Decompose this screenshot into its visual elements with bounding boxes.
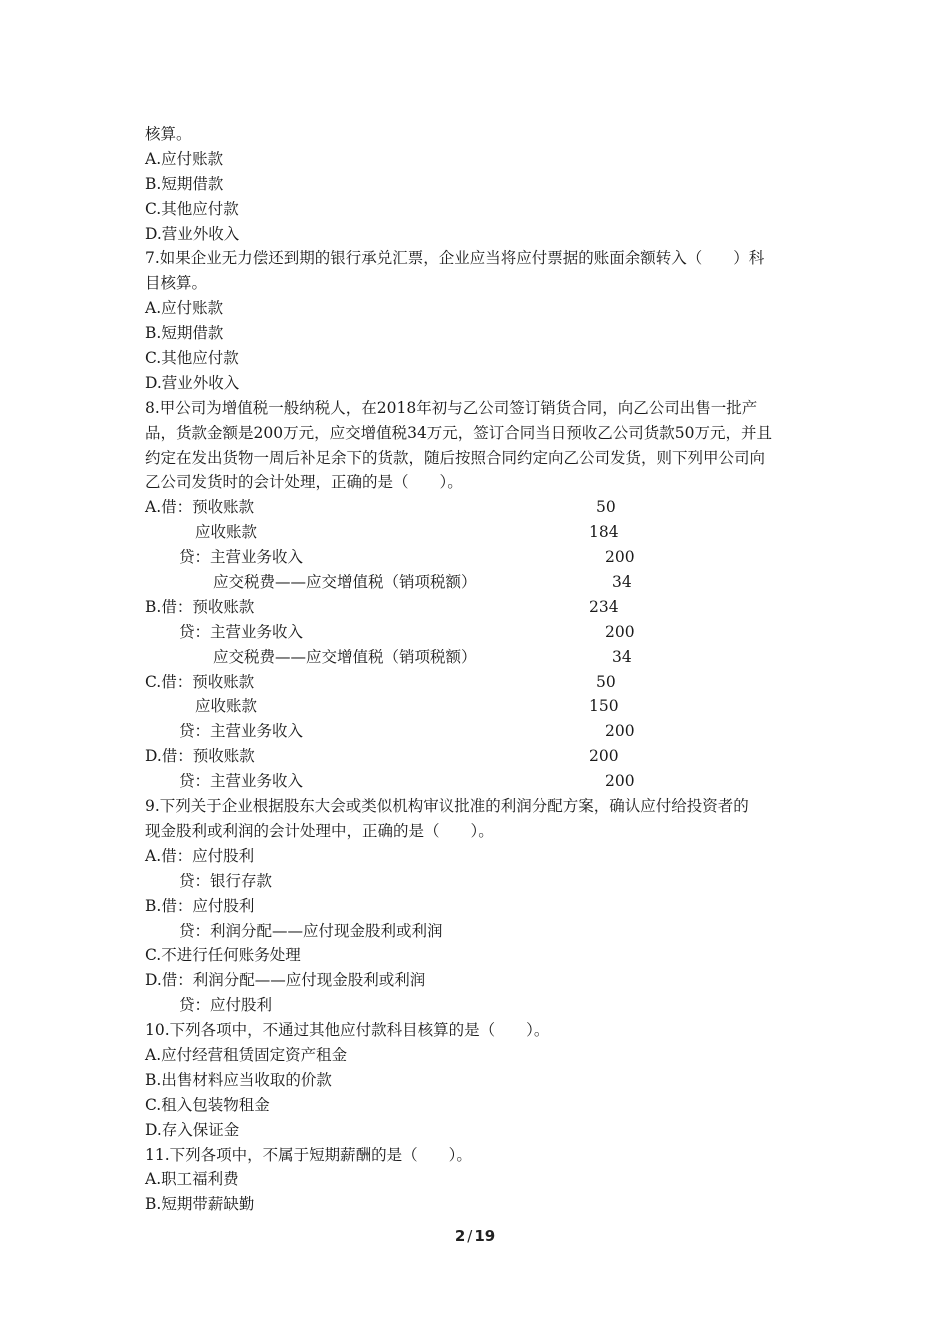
option-d: D.营业外收入: [145, 373, 240, 392]
entry-line: D.借：预收账款 200: [145, 744, 815, 769]
option-b: B.短期借款: [145, 324, 224, 343]
total-pages: 19: [474, 1227, 496, 1245]
page-number: [0, 1227, 950, 1245]
question-8: 8.甲公司为增值税一般纳税人，在2018年初与乙公司签订销货合同，向乙公司出售一批产: [145, 398, 758, 417]
entry-amount: 200: [605, 622, 635, 641]
entry-amount: 150: [589, 697, 619, 716]
option-b: B.短期带薪缺勤: [145, 1195, 255, 1214]
entry-amount: 200: [605, 772, 635, 791]
entry-amount: 200: [605, 722, 635, 741]
entry-line: B.借：预收账款 234: [145, 595, 815, 620]
option-d: D.借：利润分配——应付现金股利或利润: [145, 971, 426, 990]
option-c: C.租入包装物租金: [145, 1095, 270, 1114]
option-a: A.借：应付股利: [145, 846, 255, 865]
option-b: B.借：应付股利: [145, 896, 255, 915]
entry-amount: 234: [589, 597, 619, 616]
entry-line: 应交税费——应交增值税（销项税额） 34: [145, 645, 815, 670]
page-content: [145, 122, 815, 1217]
entry-line: 应交税费——应交增值税（销项税额） 34: [145, 570, 815, 595]
option-a: A.应付账款: [145, 299, 224, 318]
question-10: 10.下列各项中，不通过其他应付款科目核算的是（ ）。: [145, 1021, 550, 1040]
question-9-cont: 现金股利或利润的会计处理中，正确的是（ ）。: [145, 821, 494, 840]
entry-line: 贷：主营业务收入 200: [145, 769, 815, 794]
option-b: B.短期借款: [145, 174, 224, 193]
option-a: A.应付账款: [145, 149, 224, 168]
page-separator: /: [467, 1227, 473, 1245]
entry-amount: 200: [589, 747, 619, 766]
entry-amount: 200: [605, 548, 635, 567]
entry-amount: 34: [612, 647, 632, 666]
entry-line: 应收账款 150: [145, 694, 815, 719]
option-a: A.职工福利费: [145, 1170, 239, 1189]
text-line: 核算。: [145, 125, 192, 143]
question-7: 7.如果企业无力偿还到期的银行承兑汇票，企业应当将应付票据的账面余额转入（ ）科: [145, 249, 765, 268]
entry-line: 贷：主营业务收入 200: [145, 545, 815, 570]
entry-amount: 50: [596, 498, 616, 517]
question-8-cont: 品，货款金额是200万元，应交增值税34万元，签订合同当日预收乙公司货款50万元，并且: [145, 423, 773, 442]
option-d: D.存入保证金: [145, 1120, 240, 1139]
option-b: B.出售材料应当收取的价款: [145, 1070, 332, 1089]
entry-line: A.借：预收账款 50: [145, 495, 815, 520]
question-9: 9.下列关于企业根据股东大会或类似机构审议批准的利润分配方案，确认应付给投资者的: [145, 797, 749, 816]
entry-line: 贷：应付股利: [179, 996, 273, 1015]
entry-amount: 50: [596, 672, 616, 691]
entry-line: C.借：预收账款 50: [145, 670, 815, 695]
option-d: D.营业外收入: [145, 224, 240, 243]
question-8-cont: 约定在发出货物一周后补足余下的货款，随后按照合同约定向乙公司发货，则下列甲公司向: [145, 448, 766, 467]
entry-amount: 184: [589, 523, 619, 542]
entry-line: 贷：银行存款: [179, 871, 273, 890]
entry-line: 贷：主营业务收入 200: [145, 719, 815, 744]
entry-amount: 34: [612, 573, 632, 592]
entry-line: 贷：利润分配——应付现金股利或利润: [179, 921, 443, 940]
option-c: C.不进行任何账务处理: [145, 946, 301, 965]
entry-line: 贷：主营业务收入 200: [145, 620, 815, 645]
option-c: C.其他应付款: [145, 199, 239, 218]
question-8-cont: 乙公司发货时的会计处理，正确的是（ ）。: [145, 473, 463, 492]
question-11: 11.下列各项中，不属于短期薪酬的是（ ）。: [145, 1145, 472, 1164]
question-7-cont: 目核算。: [145, 274, 208, 293]
entry-line: 应收账款 184: [145, 520, 815, 545]
option-a: A.应付经营租赁固定资产租金: [145, 1045, 348, 1064]
option-c: C.其他应付款: [145, 349, 239, 368]
current-page: 2: [454, 1227, 466, 1245]
